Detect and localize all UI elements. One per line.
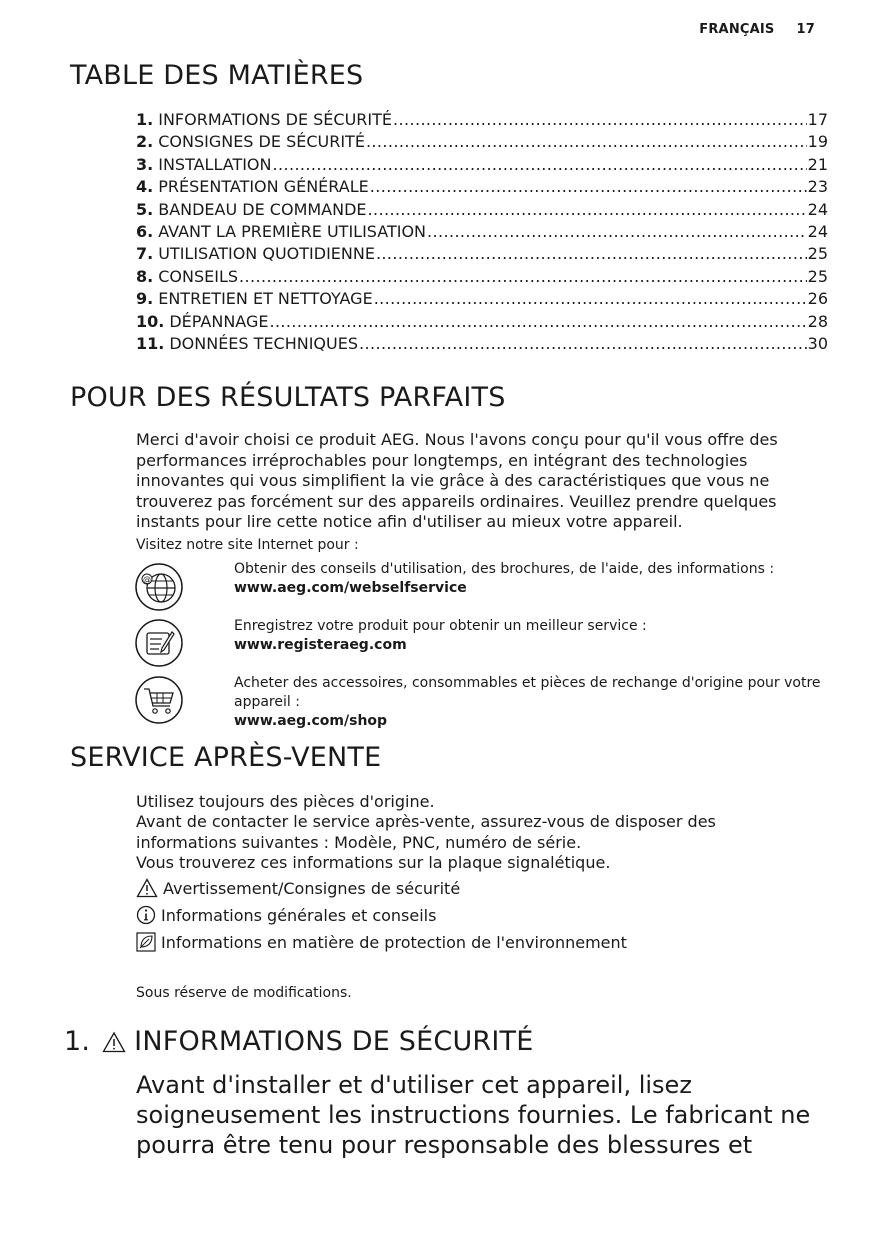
service-row-register (134, 618, 647, 668)
toc-title: TABLE DES MATIÈRES (70, 60, 364, 91)
toc-item-number: 6. (136, 221, 154, 241)
toc-item-number: 10. (136, 311, 165, 331)
toc-item-page: 28 (807, 311, 828, 331)
toc-item-page: 24 (807, 221, 828, 241)
toc-item-label: CONSEILS (158, 266, 239, 286)
toc-item-page: 25 (807, 266, 828, 286)
toc-leader-dots (376, 244, 807, 263)
after-sales-line: Avant de contacter le service après-vente, assurez-vous de disposer des informations suivantes : Modèle, PNC, numéro de série. (136, 812, 716, 852)
toc-leader-dots (427, 222, 807, 241)
modifications-note: Sous réserve de modifications. (136, 985, 352, 1001)
toc-item[interactable] (136, 267, 828, 289)
toc-item-number: 2. (136, 132, 154, 152)
results-intro: Merci d'avoir choisi ce produit AEG. Nous l'avons conçu pour qu'il vous offre des performances irréprochables pour longtemps, en intégrant des technologies innovantes qui vous simplifient la vie grâce à des caractéristiques que vous ne trouverez pas forcément sur des appareils ordinaires. Veuillez prendre quelques instants pour lire cette notice afin d'utiliser au mieux votre appareil. (136, 430, 778, 532)
service-text (234, 617, 824, 655)
toc-item-number: 8. (136, 266, 154, 286)
after-sales-line: Vous trouverez ces informations sur la plaque signalétique. (136, 853, 611, 873)
web-globe-icon (134, 562, 184, 612)
toc-item-label: UTILISATION QUOTIDIENNE (158, 244, 375, 264)
register-form-icon (134, 618, 184, 668)
legend-environment (136, 932, 627, 952)
toc-item[interactable] (136, 244, 828, 266)
toc-item-page: 23 (807, 177, 828, 197)
service-description: Acheter des accessoires, consommables et pièces de rechange d'origine pour votre appareil : (234, 675, 821, 710)
toc-item-label: PRÉSENTATION GÉNÉRALE (158, 177, 369, 197)
header-language: FRANÇAIS (699, 22, 775, 37)
toc-leader-dots (368, 200, 807, 219)
toc-leader-dots (269, 312, 806, 331)
toc-item-number: 11. (136, 333, 165, 353)
toc-leader-dots (359, 334, 807, 353)
toc-item[interactable] (136, 110, 828, 132)
service-link[interactable]: www.aeg.com/shop (234, 713, 388, 729)
service-link[interactable]: www.registeraeg.com (234, 637, 407, 653)
info-icon (136, 905, 156, 925)
service-text (234, 674, 824, 731)
after-sales-title: SERVICE APRÈS-VENTE (70, 742, 382, 773)
toc-item-label: ENTRETIEN ET NETTOYAGE (158, 289, 373, 309)
warning-triangle-icon (102, 1031, 126, 1053)
after-sales-text (136, 792, 816, 874)
toc-item[interactable] (136, 334, 828, 356)
section-1-title (64, 1026, 534, 1057)
toc-item-label: BANDEAU DE COMMANDE (158, 199, 367, 219)
shopping-cart-icon (134, 675, 184, 725)
legend-warning (136, 878, 460, 898)
toc-leader-dots (374, 289, 807, 308)
toc-item-page: 30 (807, 333, 828, 353)
toc-item-page: 19 (807, 132, 828, 152)
section-number: 1. (64, 1026, 91, 1057)
toc-leader-dots (393, 110, 807, 129)
toc-item-number: 4. (136, 177, 154, 197)
toc-item[interactable] (136, 155, 828, 177)
service-link[interactable]: www.aeg.com/webselfservice (234, 580, 467, 596)
toc-item[interactable] (136, 132, 828, 154)
results-title: POUR DES RÉSULTATS PARFAITS (70, 382, 506, 413)
service-text (234, 560, 824, 598)
toc-item-number: 9. (136, 289, 154, 309)
toc-leader-dots (366, 132, 807, 151)
service-row-shop (134, 675, 821, 729)
toc-item[interactable] (136, 177, 828, 199)
toc-item[interactable] (136, 222, 828, 244)
service-row-webselfservice (134, 561, 775, 612)
warning-triangle-icon (136, 878, 158, 898)
toc-item[interactable] (136, 312, 828, 334)
toc-item-number: 1. (136, 110, 154, 129)
page-header (699, 22, 815, 37)
svg-text:@: @ (143, 575, 151, 584)
toc-leader-dots (239, 267, 807, 286)
toc-item-page: 24 (807, 199, 828, 219)
toc-item-label: DÉPANNAGE (169, 311, 269, 331)
toc-item[interactable] (136, 289, 828, 311)
legend-text: Avertissement/Consignes de sécurité (163, 878, 461, 898)
toc-item-page: 25 (807, 244, 828, 264)
toc-item-page: 17 (807, 110, 828, 129)
toc-item-page: 26 (807, 289, 828, 309)
toc-item-label: INSTALLATION (158, 154, 272, 174)
legend-info (136, 905, 436, 925)
table-of-contents (136, 110, 828, 356)
toc-item-label: CONSIGNES DE SÉCURITÉ (158, 132, 365, 152)
toc-item[interactable] (136, 200, 828, 222)
legend-text: Informations en matière de protection de l'environnement (161, 932, 627, 952)
toc-leader-dots (273, 155, 807, 174)
toc-leader-dots (370, 177, 807, 196)
section-1-intro: Avant d'installer et d'utiliser cet appareil, lisez soigneusement les instructions fournies. Le fabricant ne pourra être tenu pour responsable des blessures et (136, 1071, 811, 1159)
toc-item-number: 5. (136, 199, 154, 219)
legend-text: Informations générales et conseils (161, 905, 437, 925)
toc-item-page: 21 (807, 154, 828, 174)
toc-item-number: 3. (136, 154, 154, 174)
header-page-number: 17 (796, 22, 815, 37)
toc-item-number: 7. (136, 244, 154, 264)
toc-item-label: DONNÉES TECHNIQUES (169, 333, 358, 353)
toc-item-label: INFORMATIONS DE SÉCURITÉ (158, 110, 393, 129)
service-description: Enregistrez votre produit pour obtenir un meilleur service : (234, 618, 647, 634)
section-title-text: INFORMATIONS DE SÉCURITÉ (134, 1026, 534, 1057)
after-sales-line: Utilisez toujours des pièces d'origine. (136, 792, 435, 811)
results-visit: Visitez notre site Internet pour : (136, 537, 359, 553)
environment-leaf-icon (136, 932, 156, 952)
toc-item-label: AVANT LA PREMIÈRE UTILISATION (158, 221, 427, 241)
service-description: Obtenir des conseils d'utilisation, des brochures, de l'aide, des informations : (234, 561, 775, 577)
